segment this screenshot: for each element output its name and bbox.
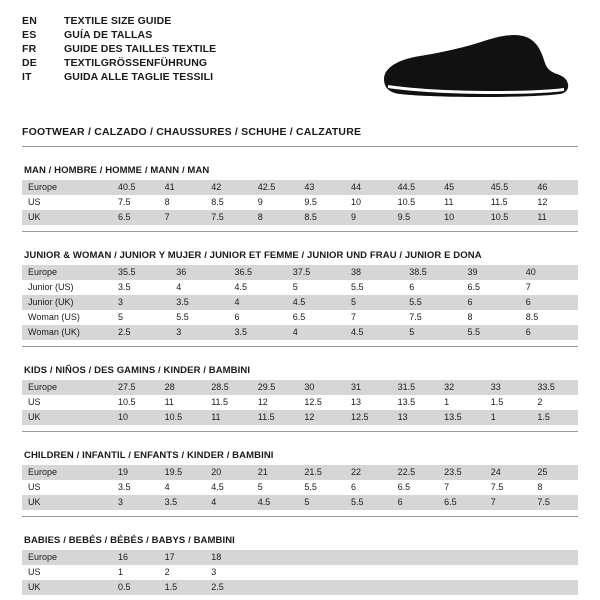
cell: 11	[164, 397, 174, 407]
cell: 4	[229, 295, 287, 310]
cell: 13.5	[438, 410, 485, 425]
table-row	[22, 465, 578, 480]
cell: 10.5	[118, 397, 136, 407]
row-label: Junior (UK)	[22, 295, 112, 310]
cell: 5	[118, 312, 124, 322]
row-label: Europe	[22, 550, 112, 565]
cell: 7.5	[490, 482, 504, 492]
cell: 6	[350, 482, 356, 492]
cell: 5	[292, 282, 298, 292]
cell: 20	[205, 465, 252, 480]
cell: 22.5	[392, 465, 439, 480]
page-header	[22, 16, 578, 112]
row-label: Europe	[22, 265, 112, 280]
row-label: Woman (US)	[28, 312, 80, 322]
cell: 2.5	[112, 325, 170, 340]
language-row	[22, 30, 216, 44]
cell: 3	[112, 495, 159, 510]
cell: 42	[205, 180, 252, 195]
cell: 22	[345, 465, 392, 480]
table-row	[22, 495, 578, 510]
cell: 10.5	[397, 197, 416, 207]
cell	[298, 550, 345, 565]
cell: 8	[537, 482, 543, 492]
cell: 4.5	[234, 282, 248, 292]
cell: 3.5	[118, 282, 131, 292]
cell: 8	[252, 210, 299, 225]
row-label: US	[28, 397, 41, 407]
cell: 8	[164, 197, 170, 207]
cell: 32	[438, 380, 485, 395]
cell	[438, 565, 485, 580]
cell	[485, 580, 532, 595]
cell	[531, 550, 578, 565]
cell	[531, 580, 578, 595]
size-table-man	[22, 180, 578, 225]
cell: 1.5	[490, 397, 504, 407]
cell: 8.5	[298, 210, 345, 225]
language-title: GUIDA ALLE TAGLIE TESSILI	[64, 71, 214, 83]
cell: 9	[345, 210, 392, 225]
cell: 12.5	[304, 397, 322, 407]
table-row	[22, 325, 578, 340]
cell: 29.5	[252, 380, 299, 395]
dress-shoe-icon	[370, 26, 570, 112]
cell: 5.5	[345, 495, 392, 510]
cell	[252, 580, 299, 595]
cell: 6.5	[292, 312, 306, 322]
cell: 36	[170, 265, 228, 280]
cell: 44	[345, 180, 392, 195]
cell: 4.5	[345, 325, 403, 340]
cell: 37.5	[287, 265, 345, 280]
cell: 12	[537, 197, 548, 207]
cell: 7.5	[409, 312, 422, 322]
cell: 45.5	[485, 180, 532, 195]
cell: 12.5	[345, 410, 392, 425]
cell: 23.5	[438, 465, 485, 480]
cell: 31	[345, 380, 392, 395]
cell: 10	[112, 410, 159, 425]
cell: 2	[164, 567, 170, 577]
cell: 45	[438, 180, 485, 195]
cell: 7.5	[205, 210, 252, 225]
cell: 3.5	[229, 325, 287, 340]
size-table-junior-woman	[22, 265, 578, 340]
size-table-kids	[22, 380, 578, 425]
cell: 31.5	[392, 380, 439, 395]
cell: 5	[298, 495, 345, 510]
cell: 13	[350, 397, 361, 407]
group-divider	[22, 516, 578, 517]
cell: 3.5	[118, 482, 131, 492]
cell: 8	[467, 312, 473, 322]
cell: 28.5	[205, 380, 252, 395]
language-code: EN	[22, 15, 37, 27]
cell: 7	[444, 482, 450, 492]
cell: 1.5	[531, 410, 578, 425]
size-group-man	[22, 165, 578, 232]
table-row	[22, 210, 578, 225]
cell: 5	[403, 325, 461, 340]
cell: 6.5	[397, 482, 411, 492]
cell	[485, 565, 532, 580]
cell: 7	[485, 495, 532, 510]
cell: 25	[531, 465, 578, 480]
cell: 7	[525, 282, 531, 292]
language-row	[22, 72, 216, 86]
cell: 3	[112, 295, 170, 310]
cell: 7	[159, 210, 206, 225]
row-label: UK	[22, 580, 112, 595]
cell: 6	[392, 495, 439, 510]
row-label: UK	[22, 495, 112, 510]
language-row	[22, 58, 216, 72]
cell: 2.5	[205, 580, 252, 595]
cell	[345, 580, 392, 595]
table-row	[22, 265, 578, 280]
size-group-kids	[22, 365, 578, 432]
cell: 10	[438, 210, 485, 225]
cell	[392, 565, 439, 580]
cell: 6	[409, 282, 415, 292]
cell: 38	[345, 265, 403, 280]
cell: 11.5	[211, 397, 229, 407]
cell	[438, 550, 485, 565]
language-row	[22, 44, 216, 58]
row-label: US	[28, 197, 41, 207]
cell: 5.5	[403, 295, 461, 310]
size-group-babies	[22, 535, 578, 595]
cell: 4	[164, 482, 170, 492]
cell: 43	[298, 180, 345, 195]
table-row	[22, 310, 578, 325]
group-title: CHILDREN / INFANTIL / ENFANTS / KINDER / BAMBINI	[24, 450, 274, 461]
cell	[252, 550, 299, 565]
cell: 3	[170, 325, 228, 340]
table-row	[22, 480, 578, 495]
cell	[392, 580, 439, 595]
cell: 5	[257, 482, 263, 492]
cell: 8.5	[525, 312, 539, 322]
cell: 9.5	[392, 210, 439, 225]
cell: 5.5	[176, 312, 189, 322]
cell: 33	[485, 380, 532, 395]
cell: 6	[520, 325, 578, 340]
cell: 41	[159, 180, 206, 195]
language-code: IT	[22, 71, 32, 83]
cell: 12	[298, 410, 345, 425]
cell: 11	[444, 197, 454, 207]
cell: 7.5	[531, 495, 578, 510]
cell	[298, 580, 345, 595]
row-label: US	[28, 482, 41, 492]
language-row	[22, 16, 216, 30]
cell: 11.5	[252, 410, 299, 425]
cell	[531, 565, 578, 580]
cell: 6	[234, 312, 240, 322]
cell: 44.5	[392, 180, 439, 195]
header-divider	[22, 146, 578, 147]
cell	[345, 550, 392, 565]
cell	[252, 565, 299, 580]
cell: 42.5	[252, 180, 299, 195]
cell	[485, 550, 532, 565]
table-row	[22, 280, 578, 295]
cell: 4.5	[252, 495, 299, 510]
cell: 19.5	[159, 465, 206, 480]
cell: 36.5	[229, 265, 287, 280]
cell: 33.5	[531, 380, 578, 395]
table-row	[22, 195, 578, 210]
group-title: JUNIOR & WOMAN / JUNIOR Y MUJER / JUNIOR ET FEMME / JUNIOR UND FRAU / JUNIOR E DONA	[24, 250, 482, 261]
language-code: ES	[22, 29, 37, 41]
cell: 5.5	[351, 282, 364, 292]
cell: 4	[287, 325, 345, 340]
row-label: US	[28, 567, 41, 577]
size-table-children	[22, 465, 578, 510]
cell: 9.5	[304, 197, 317, 207]
cell: 27.5	[112, 380, 159, 395]
cell: 1	[118, 567, 124, 577]
cell: 2	[537, 397, 543, 407]
table-row	[22, 395, 578, 410]
cell: 11	[205, 410, 252, 425]
cell: 30	[298, 380, 345, 395]
cell: 4	[205, 495, 252, 510]
language-title-list	[22, 16, 216, 86]
cell: 6	[520, 295, 578, 310]
cell: 28	[159, 380, 206, 395]
row-label: Europe	[22, 180, 112, 195]
row-label: Europe	[22, 465, 112, 480]
cell: 5	[345, 295, 403, 310]
cell: 1	[444, 397, 450, 407]
table-row	[22, 295, 578, 310]
footwear-category-heading: FOOTWEAR / CALZADO / CHAUSSURES / SCHUHE / CALZATURE	[22, 126, 362, 138]
cell: 38.5	[403, 265, 461, 280]
cell: 3.5	[170, 295, 228, 310]
cell	[345, 565, 392, 580]
cell: 5.5	[304, 482, 317, 492]
cell: 21.5	[298, 465, 345, 480]
cell	[438, 580, 485, 595]
cell: 3.5	[159, 495, 206, 510]
cell: 4.5	[211, 482, 224, 492]
cell: 18	[205, 550, 252, 565]
cell: 13	[392, 410, 439, 425]
cell: 24	[485, 465, 532, 480]
group-title: BABIES / BEBÉS / BÉBÉS / BABYS / BAMBINI	[24, 535, 235, 546]
table-row	[22, 180, 578, 195]
cell: 6.5	[438, 495, 485, 510]
cell: 10.5	[485, 210, 532, 225]
cell: 11	[531, 210, 578, 225]
group-title: MAN / HOMBRE / HOMME / MANN / MAN	[24, 165, 210, 176]
cell: 35.5	[112, 265, 170, 280]
cell: 19	[112, 465, 159, 480]
row-label: Woman (UK)	[22, 325, 112, 340]
cell	[298, 565, 345, 580]
row-label: UK	[22, 410, 112, 425]
row-label: Europe	[22, 380, 112, 395]
cell: 11.5	[490, 197, 508, 207]
cell: 6	[462, 295, 520, 310]
cell: 7.5	[118, 197, 131, 207]
cell: 6.5	[467, 282, 481, 292]
group-divider	[22, 346, 578, 347]
cell: 1.5	[159, 580, 206, 595]
group-divider	[22, 431, 578, 432]
cell: 39	[462, 265, 520, 280]
cell: 6.5	[112, 210, 159, 225]
cell: 0.5	[112, 580, 159, 595]
cell: 4	[176, 282, 182, 292]
cell: 16	[112, 550, 159, 565]
size-table-babies	[22, 550, 578, 595]
size-group-children	[22, 450, 578, 517]
group-divider	[22, 231, 578, 232]
table-row	[22, 580, 578, 595]
cell: 12	[257, 397, 268, 407]
cell: 46	[531, 180, 578, 195]
cell: 13.5	[397, 397, 416, 407]
cell: 9	[257, 197, 263, 207]
table-row	[22, 565, 578, 580]
language-code: DE	[22, 57, 37, 69]
language-title: TEXTILGRÖSSENFÜHRUNG	[64, 57, 208, 69]
cell: 40.5	[112, 180, 159, 195]
cell: 10.5	[159, 410, 206, 425]
cell: 21	[252, 465, 299, 480]
cell: 10	[350, 197, 361, 207]
cell: 17	[159, 550, 206, 565]
language-code: FR	[22, 43, 37, 55]
cell: 4.5	[287, 295, 345, 310]
cell: 40	[520, 265, 578, 280]
cell: 5.5	[462, 325, 520, 340]
cell: 8.5	[211, 197, 224, 207]
size-group-junior-woman	[22, 250, 578, 347]
table-row	[22, 410, 578, 425]
cell: 7	[351, 312, 357, 322]
table-row	[22, 380, 578, 395]
row-label: Junior (US)	[28, 282, 74, 292]
language-title: GUÍA DE TALLAS	[64, 29, 153, 41]
table-row	[22, 550, 578, 565]
cell: 3	[211, 567, 217, 577]
language-title: TEXTILE SIZE GUIDE	[64, 15, 172, 27]
language-title: GUIDE DES TAILLES TEXTILE	[64, 43, 217, 55]
row-label: UK	[22, 210, 112, 225]
group-title: KIDS / NIÑOS / DES GAMINS / KINDER / BAMBINI	[24, 365, 251, 376]
cell: 1	[485, 410, 532, 425]
cell	[392, 550, 439, 565]
